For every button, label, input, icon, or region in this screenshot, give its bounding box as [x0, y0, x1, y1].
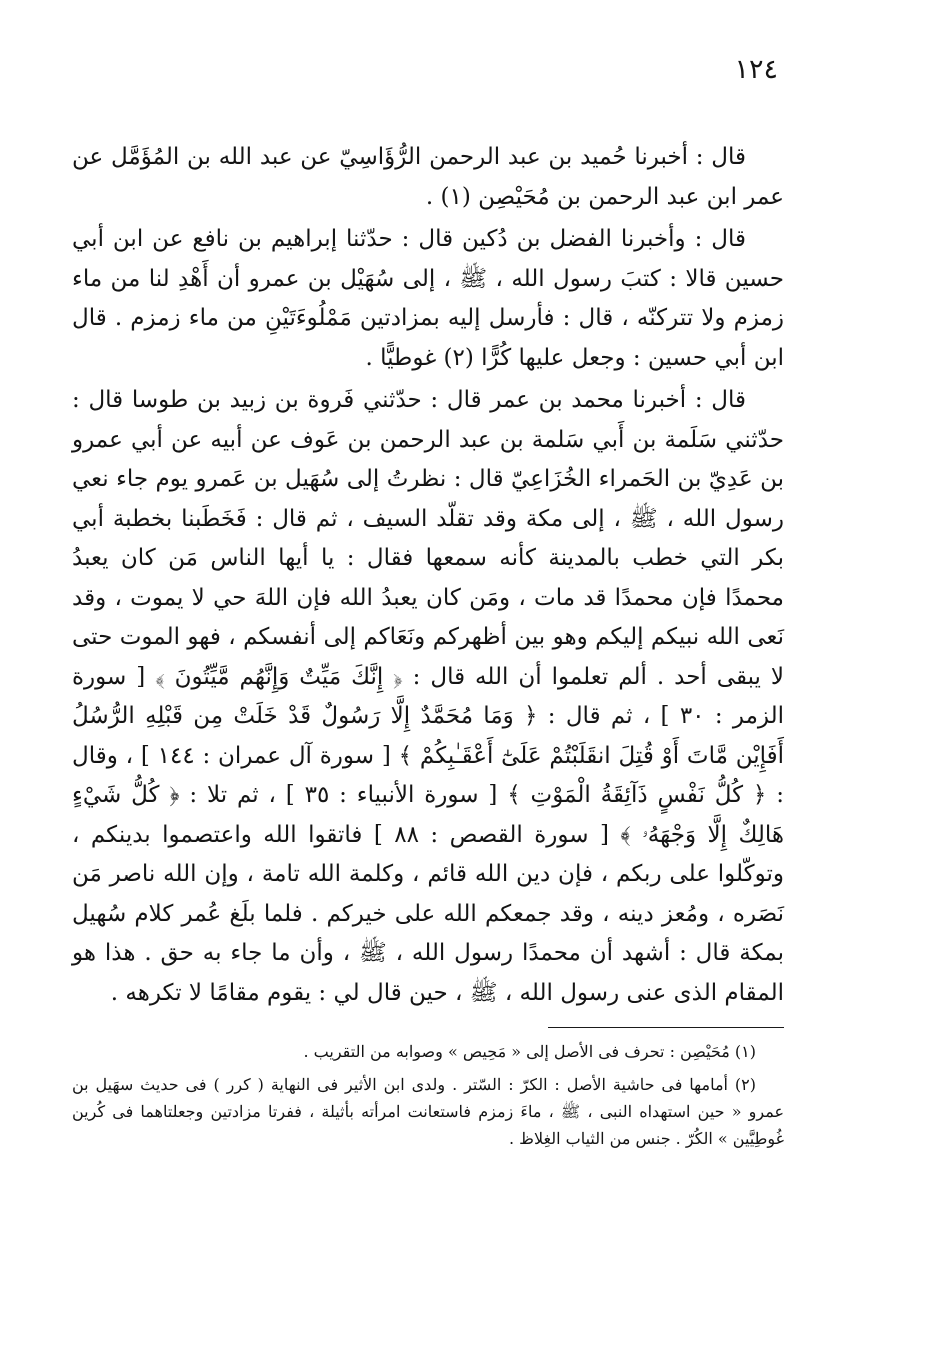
paragraph-1: قال : أخبرنا حُميد بن عبد الرحمن الرُّؤَاسِيّ عن عبد الله بن المُؤَمَّل عن عمر ابن عبد الرحمن بن مُحَيْصِن (١) .: [72, 144, 784, 210]
paragraph-3: قال : أخبرنا محمد بن عمر قال : حدّثني فَروة بن زبيد بن طوسا قال : حدّثني سَلَمة بن أَبي سَلمة بن عبد الرحمن بن عَوف عن أبيه عن أبي عمرو بن عَدِيّ بن الحَمراء الخُزَاعِيّ قال : نظرتُ إلى سُهَيل بن عَمرو يوم جاء نعي رسول الله ، ﷺ ، إلى مكة وقد تقلّد السيف ، ثم قال : فَخَطَبنا بخطبة أبي بكر التي خطب بالمدينة كأنه سمعها فقال : يا أيها الناس مَن كان يعبدُ محمدًا فإن محمدًا قد مات ، ومَن كان يعبدُ الله فإن اللهَ حي لا يموت ، وقد نَعى الله نبيكم إليكم وهو بين أظهركم ونَعَاكم إلى أنفسكم ، فهو الموت حتى لا يبقى أحد . ألم تعلموا أن الله قال : ﴿ إِنَّكَ مَيِّتٌ وَإِنَّهُم مَّيِّتُونَ ﴾ [ سورة الزمر : ٣٠ ] ، ثم قال : ﴿ وَمَا مُحَمَّدٌ إِلَّا رَسُولٌ قَدْ خَلَتْ مِن قَبْلِهِ الرُّسُلُ أَفَإِيْن مَّاتَ أَوْ قُتِلَ انقَلَبْتُمْ عَلَىٰٓ أَعْقَـٰبِكُمْ ﴾ [ سورة آل عمران : ١٤٤ ] ، وقال : ﴿ كُلُّ نَفْسٍ ذَآئِقَةُ الْمَوْتِ ﴾ [ سورة الأنبياء : ٣٥ ] ، ثم تلا : ﴿ كُلُّ شَيْءٍ هَالِكٌ إِلَّا وَجْهَهُۥ ﴾ [ سورة القصص : ٨٨ ] فاتقوا الله واعتصموا بدينكم ، وتوكّلوا على ربكم ، فإن دين الله قائم ، وكلمة الله تامة ، وإن الله ناصر مَن نَصَره ، ومُعز دينه ، وقد جمعكم الله على خيركم . فلما بلَغ عُمر كلام سُهيل بمكة قال : أشهد أن محمدًا رسول الله ، ﷺ ، وأن ما جاء به حق . هذا هو المقام الذى عنى رسول الله ، ﷺ ، حين قال لي : يقوم مقامًا لا تكرهه .: [72, 387, 784, 1006]
body-text: [72, 138, 784, 1013]
paragraph-2: قال : وأخبرنا الفضل بن دُكين قال : حدّثنا إبراهيم بن نافع عن ابن أبي حسين قالا : كتبَ رسول الله ، ﷺ ، إلى سُهَيْل بن عمرو أن أَهْدِ لنا من ماء زمزم ولا تتركنّه ، قال : فأرسل إليه بمزادتين مَمْلُوءَتَيْنِ من ماء زمزم . قال ابن أبي حسين : وجعل عليها كُرًّا (٢) غوطيًّا .: [72, 226, 784, 371]
footnote-1: (١) مُحَيْصِن : تحرف فى الأصل إلى « مَحِيص » وصوابه من التقريب .: [303, 1042, 756, 1061]
page-number: ١٢٤: [734, 54, 778, 85]
footnote-divider: [548, 1027, 784, 1028]
document-page: [72, 50, 784, 1158]
footnote-2: (٢) أمامها فى حاشية الأصل : الكرّ : السّتر . ولدى ابن الأثير فى النهاية ( كرر ) فى حديث سهَيل بن عمرو « حين استهداه النبى ، ﷺ ، ماءَ زمزم فاستعانت امرأته بأثيلة ، ففرتا مزادتين وجعلتاهما فى كُرين غُوطِيَّين » الكُرّ . جنس من الثياب الغِلاظ .: [72, 1075, 785, 1148]
footnotes: [72, 1038, 784, 1152]
